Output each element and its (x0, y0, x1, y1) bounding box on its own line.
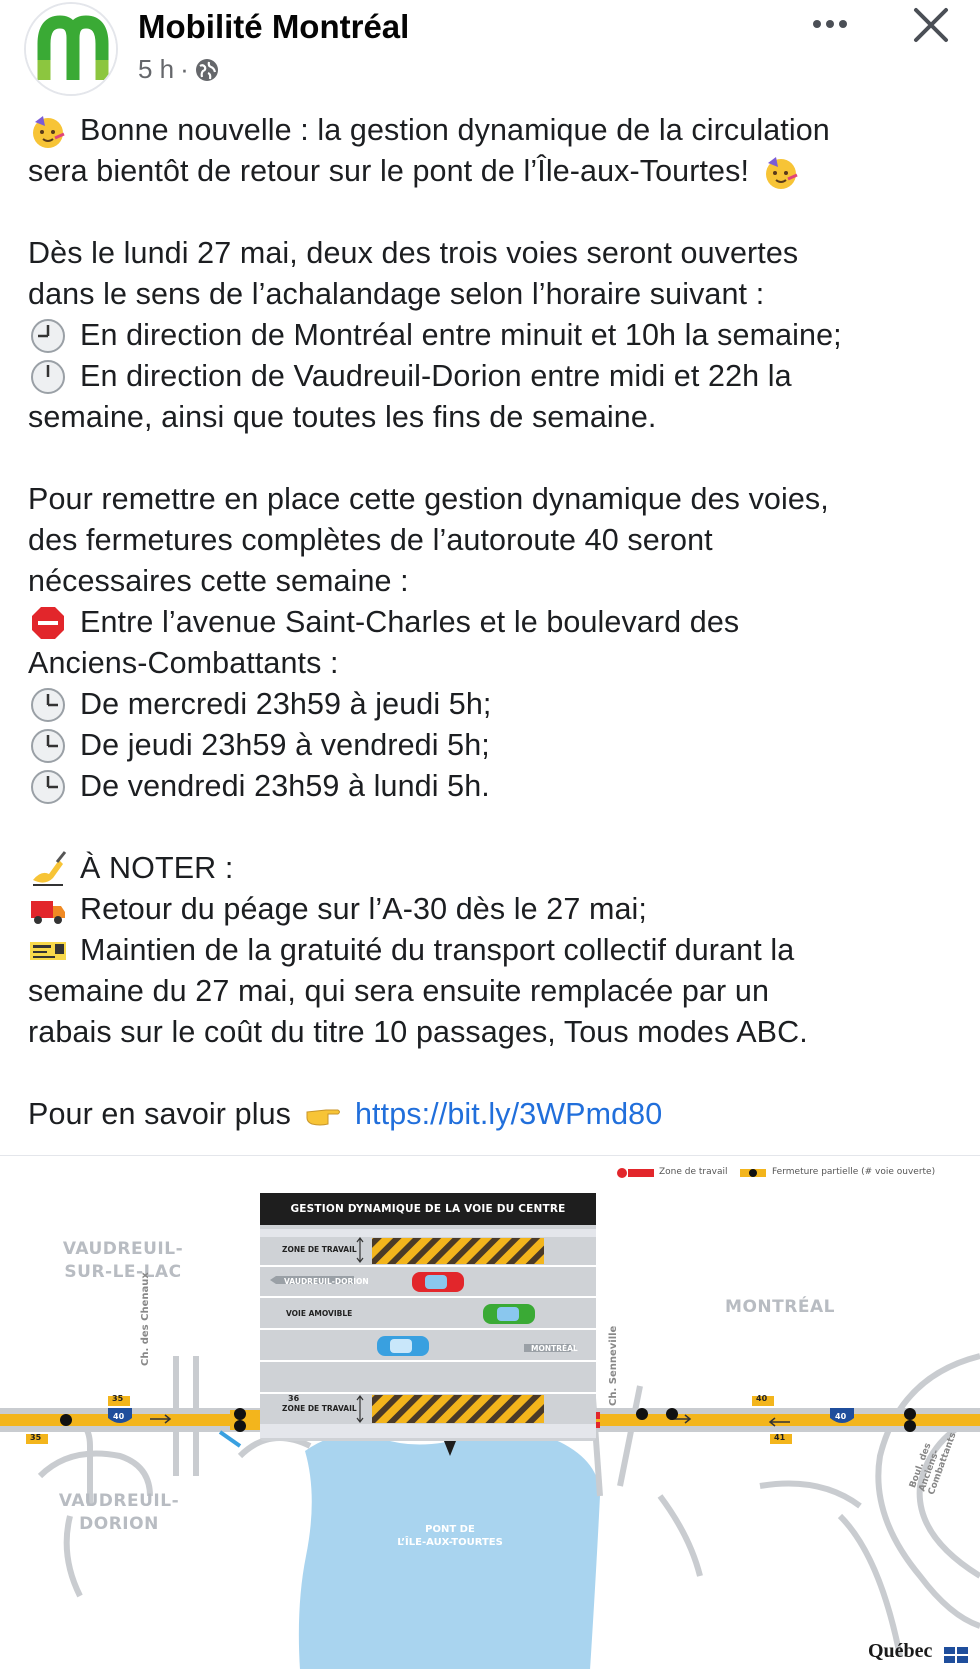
text-line (28, 151, 968, 192)
road-label-anciens: Boul. des Anciens-Combattants (908, 1431, 959, 1497)
more-options-icon (808, 4, 858, 44)
lane-label-work-bottom: ZONE DE TRAVAIL (282, 1404, 357, 1413)
party-face-icon (761, 152, 801, 192)
text-line (28, 889, 968, 930)
town-label-line: VAUDREUIL- (58, 1491, 180, 1511)
town-label-line: SUR-LE-LAC (64, 1262, 182, 1282)
text-line-1: Bonne nouvelle : la gestion dynamique de la circulation (80, 113, 830, 147)
road-label-senneville: Ch. Senneville (608, 1325, 619, 1406)
post-meta (138, 54, 219, 85)
text-line-19: semaine du 27 mai, qui sera ensuite remplacée par un (28, 974, 770, 1008)
exit-label: 41 (774, 1433, 786, 1442)
text-line-20: rabais sur le coût du titre 10 passages, Tous modes ABC. (28, 1015, 808, 1049)
lane-label-movable: VOIE AMOVIBLE (286, 1309, 353, 1318)
truck-icon (28, 890, 68, 930)
text-line (28, 725, 968, 766)
pointing-right-icon (303, 1095, 343, 1135)
highway-shield-label: 40 (113, 1412, 125, 1421)
mobilite-montreal-logo-icon (26, 4, 118, 96)
text-line (28, 110, 968, 151)
exit-label: 35 (112, 1394, 124, 1403)
town-label-line: VAUDREUIL- (62, 1239, 184, 1259)
text-line (28, 602, 968, 643)
post-header (0, 0, 980, 100)
clock-three-icon (28, 767, 68, 807)
text-line (28, 848, 968, 889)
clock-three-icon (28, 685, 68, 725)
party-face-icon (28, 111, 68, 151)
text-line-15: De vendredi 23h59 à lundi 5h. (80, 769, 490, 803)
text-line (28, 561, 968, 602)
text-line-13: De mercredi 23h59 à jeudi 5h; (80, 687, 492, 721)
text-line (28, 643, 968, 684)
map-image[interactable] (0, 1155, 980, 1669)
road-label-chenaux: Ch. des Chenaux (140, 1272, 151, 1366)
text-line (28, 684, 968, 725)
town-label-vaudreuil-dorion (54, 1490, 184, 1536)
text-line-10: nécessaires cette semaine : (28, 564, 409, 598)
text-line-14: De jeudi 23h59 à vendredi 5h; (80, 728, 490, 762)
town-label-montreal: MONTRÉAL (725, 1297, 835, 1317)
post-time[interactable]: 5 h (138, 54, 175, 84)
bridge-label-line: PONT DE (425, 1524, 475, 1535)
clock-nine-icon (28, 316, 68, 356)
text-line (28, 971, 968, 1012)
more-options-button[interactable] (808, 4, 858, 44)
text-line (28, 479, 968, 520)
text-line-12: Anciens-Combattants : (28, 646, 339, 680)
close-button[interactable] (908, 2, 954, 48)
text-line-11: Entre l’avenue Saint-Charles et le boulevard des (80, 605, 740, 639)
page-name[interactable]: Mobilité Montréal (138, 8, 410, 45)
text-line-18: Maintien de la gratuité du transport collectif durant la (80, 933, 795, 967)
writing-hand-icon (28, 849, 68, 889)
lane-label-vaudreuil: VAUDREUIL-DORION (284, 1277, 369, 1286)
legend-work-zone: Zone de travail (659, 1167, 728, 1177)
post-link[interactable]: https://bit.ly/3WPmd80 (354, 1097, 663, 1131)
lane-label-work-top: ZONE DE TRAVAIL (282, 1245, 357, 1254)
text-line-6: En direction de Vaudreuil-Dorion entre midi et 22h la (80, 359, 792, 393)
page-avatar[interactable] (24, 2, 118, 96)
clock-three-icon (28, 726, 68, 766)
text-line-9: des fermetures complètes de l’autoroute 40 seront (28, 523, 713, 557)
bridge-label-line: L’ÎLE-AUX-TOURTES (397, 1537, 503, 1548)
globe-icon (195, 58, 219, 82)
text-line-16: À NOTER : (80, 851, 234, 885)
town-label-line: DORION (79, 1514, 159, 1534)
quebec-logo: Québec (868, 1640, 933, 1662)
text-line (28, 233, 968, 274)
ticket-icon (28, 931, 68, 971)
text-line (28, 766, 968, 807)
map-graphic (0, 1156, 980, 1669)
text-line-3: Dès le lundi 27 mai, deux des trois voies seront ouvertes (28, 236, 799, 270)
close-icon (908, 2, 954, 48)
text-line-21: Pour en savoir plus (28, 1097, 291, 1131)
text-line-5: En direction de Montréal entre minuit et 10h la semaine; (80, 318, 842, 352)
post-body (28, 110, 968, 1135)
text-line (28, 315, 968, 356)
text-line (28, 1012, 968, 1053)
stop-sign-icon (28, 603, 68, 643)
text-line-7: semaine, ainsi que toutes les fins de semaine. (28, 400, 657, 434)
text-line (28, 520, 968, 561)
map-panel-title: GESTION DYNAMIQUE DE LA VOIE DU CENTRE (290, 1203, 566, 1215)
legend-partial-closure: Fermeture partielle (# voie ouverte) (772, 1167, 936, 1177)
text-line (28, 397, 968, 438)
text-line (28, 356, 968, 397)
text-line-2: sera bientôt de retour sur le pont de l’Île-aux-Tourtes! (28, 154, 750, 188)
bridge-label (390, 1523, 510, 1549)
exit-label: 36 (288, 1394, 300, 1403)
text-line (28, 930, 968, 971)
text-line (28, 1094, 968, 1135)
text-line-8: Pour remettre en place cette gestion dynamique des voies, (28, 482, 829, 516)
lane-label-montreal: MONTRÉAL (531, 1344, 578, 1353)
exit-label: 35 (30, 1433, 42, 1442)
exit-label: 40 (756, 1394, 768, 1403)
text-line-17: Retour du péage sur l’A-30 dès le 27 mai; (80, 892, 647, 926)
text-line (28, 274, 968, 315)
town-label-vaudreuil-sur-le-lac (58, 1238, 188, 1284)
text-line-4: dans le sens de l’achalandage selon l’horaire suivant : (28, 277, 765, 311)
clock-twelve-icon (28, 357, 68, 397)
meta-separator: · (180, 54, 189, 84)
highway-shield-label: 40 (835, 1412, 847, 1421)
